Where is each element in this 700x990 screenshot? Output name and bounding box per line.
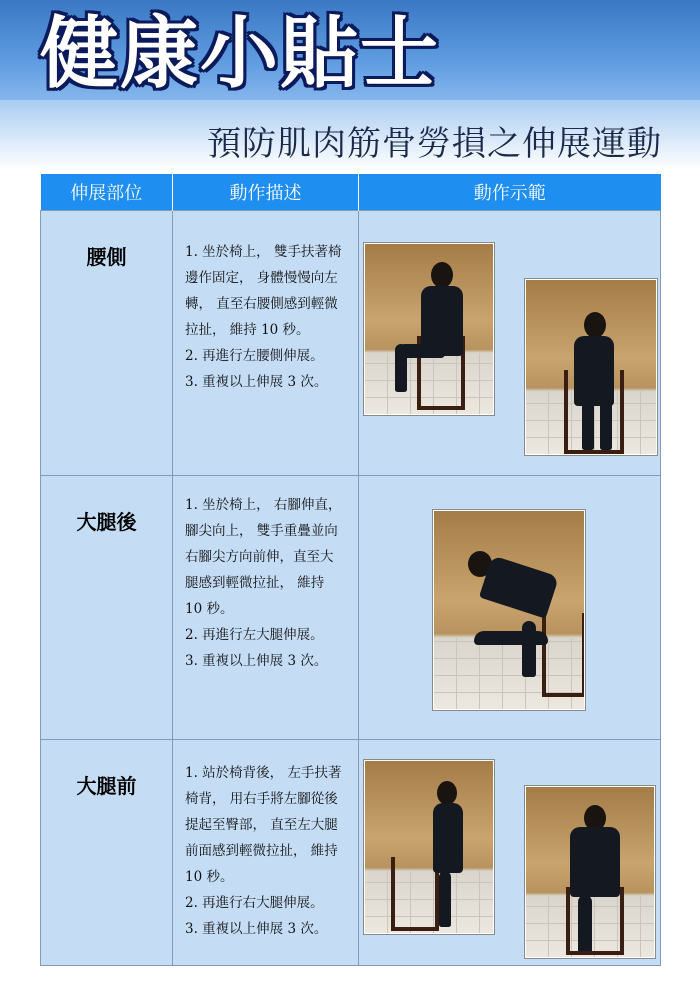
exercise-table [40, 174, 661, 966]
demo-photo [364, 760, 494, 934]
table-row [41, 211, 661, 476]
table-header-row [41, 174, 661, 211]
step-text: 3. 重複以上伸展 3 次。 [185, 374, 328, 390]
column-header-part: 伸展部位 [41, 174, 173, 211]
step-text: 2. 再進行左腰側伸展。 [185, 348, 324, 364]
stretch-description [173, 476, 359, 740]
step-text: 1. 站於椅背後， 左手扶著椅背， 用右手將左腳從後提起至臀部， 直至左大腿前面感到輕微拉扯， 維持 10 秒。 [185, 765, 342, 885]
demo-photo [433, 510, 585, 710]
demo-photo [525, 786, 655, 958]
step-text: 2. 再進行左大腿伸展。 [185, 627, 324, 643]
step-text: 2. 再進行右大腿伸展。 [185, 895, 324, 911]
page-subtitle: 預防肌肉筋骨勞損之伸展運動 [207, 124, 662, 164]
stretch-part: 腰側 [41, 211, 173, 476]
page-title: 健康小貼士 [40, 9, 441, 99]
demo-photo [525, 279, 657, 455]
step-text: 3. 重複以上伸展 3 次。 [185, 653, 328, 669]
column-header-description: 動作描述 [173, 174, 359, 211]
stretch-description [173, 740, 359, 966]
step-text: 1. 坐於椅上， 右腳伸直， 腳尖向上， 雙手重疊並向右腳尖方向前伸，直至大腿感到輕微拉扯， 維持 10 秒。 [185, 497, 342, 617]
stretch-part: 大腿前 [41, 740, 173, 966]
stretch-part: 大腿後 [41, 476, 173, 740]
table-row [41, 476, 661, 740]
demo-cell [359, 476, 661, 740]
demo-photo [364, 243, 494, 415]
step-text: 3. 重複以上伸展 3 次。 [185, 921, 328, 937]
table-row [41, 740, 661, 966]
column-header-demo: 動作示範 [359, 174, 661, 211]
stretch-description [173, 211, 359, 476]
demo-cell [359, 740, 661, 966]
step-text: 1. 坐於椅上， 雙手扶著椅邊作固定， 身體慢慢向左轉， 直至右腰側感到輕微拉扯， 維持 10 秒。 [185, 244, 342, 338]
demo-cell [359, 211, 661, 476]
